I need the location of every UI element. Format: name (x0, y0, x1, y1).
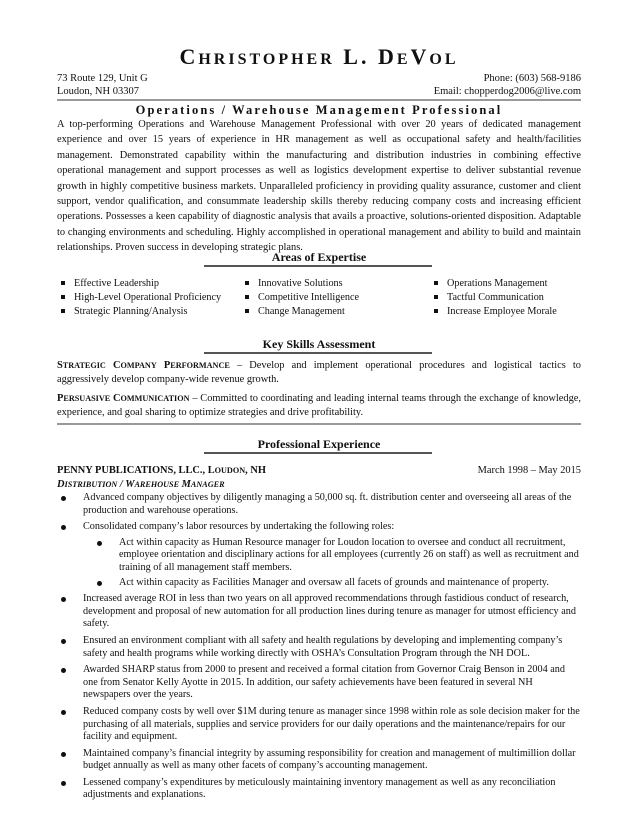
experience-rule (204, 452, 432, 454)
job-header: PENNY PUBLICATIONS, LLC., LOUDON, NH March 1998 – May 2015 (57, 465, 581, 476)
skill-persuasive: PERSUASIVE COMMUNICATION – Committed to coordinating and leading internal teams through the exchange of knowledge, experience, and goal sharing to optimize strategies and drive profitability. (57, 393, 581, 418)
bullet-icon (61, 710, 66, 715)
square-bullet-icon (245, 295, 249, 299)
bullet-icon (61, 752, 66, 757)
expertise-item: Increase Employee Morale (430, 305, 557, 319)
bullet-icon (61, 639, 66, 644)
bullet-icon (61, 496, 66, 501)
square-bullet-icon (245, 281, 249, 285)
expertise-item: Tactful Communication (430, 291, 557, 305)
expertise-rule (204, 265, 432, 267)
address-line-1: 73 Route 129, Unit G (57, 73, 148, 84)
header-divider (57, 99, 581, 101)
expertise-column-2 (241, 277, 359, 319)
square-bullet-icon (61, 309, 65, 313)
list-item: Reduced company costs by well over $1M during tenure as manager since 1998 within role as sole decision maker for the purchasing of all materials, supplies and service providers for our daily operations and the maintenance/repairs for our facility and equipment. (57, 706, 581, 744)
list-item: Awarded SHARP status from 2000 to present and received a formal citation from Governor Craig Benson in 2004 and one from Senator Kelly Ayotte in 2015. In addition, our safety achievements have been featured in several NH newspapers over the years. (57, 664, 581, 702)
bullet-icon (61, 597, 66, 602)
experience-bullets (57, 492, 581, 806)
expertise-title: Areas of Expertise (271, 250, 367, 264)
list-item: Consolidated company’s labor resources by undertaking the following roles: Act within capacity as Human Resource manager for Loudon location to oversee and conduct all recruitment, employee orientation and disciplinary actions for all employees (currently 26 on staff) as well as recruitment and training of all management staff members. Act within capacity as Facilities Manager and oversaw all facets of grounds and maintenance of property. (57, 521, 581, 589)
bullet-icon (61, 525, 66, 530)
job-dates: March 1998 – May 2015 (477, 465, 581, 476)
email[interactable]: Email: chopperdog2006@live.com (433, 86, 581, 97)
square-bullet-icon (245, 309, 249, 313)
square-bullet-icon (434, 309, 438, 313)
skill-label: PERSUASIVE COMMUNICATION (57, 393, 190, 404)
expertise-column-3 (430, 277, 557, 319)
square-bullet-icon (434, 295, 438, 299)
list-item: Ensured an environment compliant with all safety and health regulations by developing and implementing company’s safety and health programs while working directly with OSHA’s Consultation Program through the NH DOL. (57, 635, 581, 660)
expertise-item: Strategic Planning/Analysis (57, 305, 221, 319)
skills-bottom-divider (57, 423, 581, 425)
list-item: Lessened company’s expenditures by meticulously maintaining inventory management as well as any reconciliation adjustments and explanations. (57, 777, 581, 802)
bullet-icon (97, 581, 102, 586)
list-item: Increased average ROI in less than two years on all approved recommendations through fastidious conduct of research, development and proposal of new automation for all production lines during tenure as manager for utmost efficiency and safety. (57, 593, 581, 631)
expertise-item: Innovative Solutions (241, 277, 359, 291)
expertise-item: Change Management (241, 305, 359, 319)
square-bullet-icon (434, 281, 438, 285)
expertise-column-1 (57, 277, 221, 319)
expertise-item: Operations Management (430, 277, 557, 291)
list-item: Maintained company’s financial integrity by assuming responsibility for creation and management of multimillion dollar budget annually as well as many other facets of company’s accounting management. (57, 748, 581, 773)
square-bullet-icon (61, 281, 65, 285)
sub-list-item: Act within capacity as Facilities Manager and oversaw all facets of grounds and maintenance of property. (83, 577, 581, 590)
address-line-2: Loudon, NH 03307 (57, 86, 139, 97)
square-bullet-icon (61, 295, 65, 299)
company-name: PENNY PUBLICATIONS, LLC., (57, 465, 206, 476)
candidate-name: CHRISTOPHER L. DEVOL (179, 44, 459, 69)
bullet-icon (97, 541, 102, 546)
bullet-icon (61, 781, 66, 786)
expertise-item: Effective Leadership (57, 277, 221, 291)
bullet-icon (61, 668, 66, 673)
job-role: DISTRIBUTION / WAREHOUSE MANAGER (57, 479, 225, 490)
skills-rule (204, 352, 432, 354)
expertise-item: Competitive Intelligence (241, 291, 359, 305)
summary-paragraph: A top-performing Operations and Warehouse Management Professional with over 20 years of dedicated management experience and over 15 years of experience in HR management as well as occupational safety and health/facilities management. Demonstrated capability within the manufacturing and distribution industries in combining effective operational management and support processes as well as logistics development expertise to deliver substantial revenue growth in highly competitive business markets. Unparalleled proficiency in providing quality assurance, customer and client support, vendor qualification, and consummate leadership skills thereby reducing company costs and increasing efficient operations. Possesses a keen capability of diagnostic analysis that avails a proactive, solutions-oriented disposition. Adaptable to changing environments and scheduling. Highly accomplished in operational management and ability to build and maintain relationships. Proven success in developing strategic plans. (57, 119, 581, 254)
experience-title: Professional Experience (257, 437, 381, 451)
expertise-item: High-Level Operational Proficiency (57, 291, 221, 305)
skills-title: Key Skills Assessment (262, 337, 376, 351)
skill-label: STRATEGIC COMPANY PERFORMANCE (57, 360, 230, 371)
professional-headline: Operations / Warehouse Management Professional (135, 103, 503, 117)
skill-strategic: STRATEGIC COMPANY PERFORMANCE – Develop and implement operational procedures and logistical tactics to aggressively develop company-wide revenue growth. (57, 360, 581, 385)
phone: Phone: (603) 568-9186 (483, 73, 581, 84)
list-item: Advanced company objectives by diligently managing a 50,000 sq. ft. distribution center and overseeing all areas of the production and warehouse operations. (57, 492, 581, 517)
sub-list-item: Act within capacity as Human Resource manager for Loudon location to oversee and conduct all recruitment, employee orientation and disciplinary actions for all employees (currently 26 on staff) as well as recruitment and training of all management staff members. (83, 537, 581, 575)
